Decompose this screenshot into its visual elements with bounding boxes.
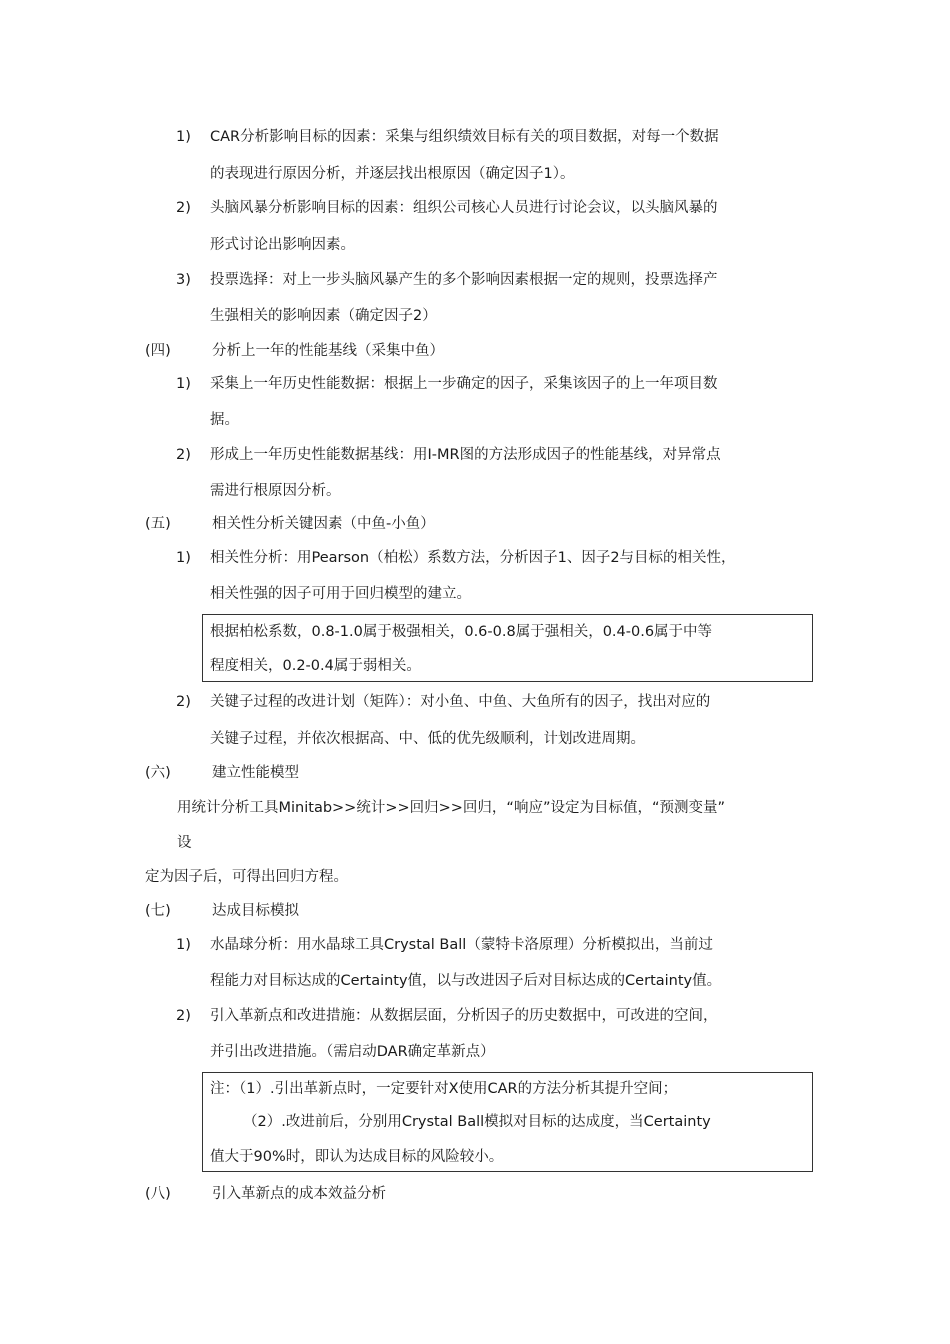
list-item-text: 的表现进行原因分析，并逐层找出根原因（确定因子1）。: [210, 166, 575, 182]
list-number: 1): [176, 376, 191, 392]
note-text: 根据柏松系数，0.8-1.0属于极强相关，0.6-0.8属于强相关，0.4-0.6属于中等: [210, 624, 713, 640]
list-item-text: 相关性强的因子可用于回归模型的建立。: [210, 586, 471, 602]
list-item-text: 据。: [210, 412, 239, 428]
list-item-text: 程能力对目标达成的Certainty值，以与改进因子后对目标达成的Certainty值。: [210, 973, 722, 989]
list-item-text: 生强相关的影响因素（确定因子2）: [210, 308, 437, 324]
list-number: 1): [176, 550, 191, 566]
paragraph-text: 用统计分析工具Minitab>>统计>>回归>>回归，“响应”设定为目标值，“预测变量”: [177, 800, 725, 816]
list-item-text: 相关性分析：用Pearson（柏松）系数方法，分析因子1、因子2与目标的相关性，: [210, 550, 736, 566]
list-item-text: 形式讨论出影响因素。: [210, 237, 355, 253]
note-text: 值大于90%时，即认为达成目标的风险较小。: [210, 1149, 504, 1165]
note-text: （2）.改进前后，分别用Crystal Ball模拟对目标的达成度，当Certainty: [243, 1114, 711, 1130]
list-number: 2): [176, 200, 191, 216]
section-number: (八): [145, 1186, 171, 1202]
note-text: 程度相关，0.2-0.4属于弱相关。: [210, 658, 421, 674]
section-number: (五): [145, 516, 171, 532]
list-number: 2): [176, 694, 191, 710]
paragraph-text: 设: [177, 835, 192, 851]
section-number: (七): [145, 903, 171, 919]
list-item-text: CAR分析影响目标的因素：采集与组织绩效目标有关的项目数据，对每一个数据: [210, 129, 719, 145]
list-item-text: 投票选择：对上一步头脑风暴产生的多个影响因素根据一定的规则，投票选择产: [210, 272, 718, 288]
list-number: 3): [176, 272, 191, 288]
section-heading: 分析上一年的性能基线（采集中鱼）: [212, 343, 444, 359]
list-number: 2): [176, 447, 191, 463]
section-heading: 达成目标模拟: [212, 903, 299, 919]
section-heading: 相关性分析关键因素（中鱼-小鱼）: [212, 516, 435, 532]
list-number: 1): [176, 937, 191, 953]
list-item-text: 需进行根原因分析。: [210, 483, 341, 499]
list-number: 2): [176, 1008, 191, 1024]
list-item-text: 头脑风暴分析影响目标的因素：组织公司核心人员进行讨论会议，以头脑风暴的: [210, 200, 718, 216]
list-number: 1): [176, 129, 191, 145]
list-item-text: 关键子过程，并依次根据高、中、低的优先级顺利，计划改进周期。: [210, 731, 645, 747]
list-item-text: 水晶球分析：用水晶球工具Crystal Ball（蒙特卡洛原理）分析模拟出，当前过: [210, 937, 713, 953]
note-text: 注：（1）.引出革新点时，一定要针对X使用CAR的方法分析其提升空间；: [210, 1081, 678, 1097]
list-item-text: 关键子过程的改进计划（矩阵）：对小鱼、中鱼、大鱼所有的因子，找出对应的: [210, 694, 711, 710]
paragraph-text: 定为因子后，可得出回归方程。: [145, 869, 348, 885]
section-number: (四): [145, 343, 171, 359]
section-heading: 建立性能模型: [212, 765, 299, 781]
section-heading: 引入革新点的成本效益分析: [212, 1186, 386, 1202]
section-number: (六): [145, 765, 171, 781]
list-item-text: 并引出改进措施。（需启动DAR确定革新点）: [210, 1044, 495, 1060]
list-item-text: 引入革新点和改进措施：从数据层面，分析因子的历史数据中，可改进的空间，: [210, 1008, 718, 1024]
list-item-text: 形成上一年历史性能数据基线：用I-MR图的方法形成因子的性能基线，对异常点: [210, 447, 721, 463]
list-item-text: 采集上一年历史性能数据：根据上一步确定的因子，采集该因子的上一年项目数: [210, 376, 718, 392]
